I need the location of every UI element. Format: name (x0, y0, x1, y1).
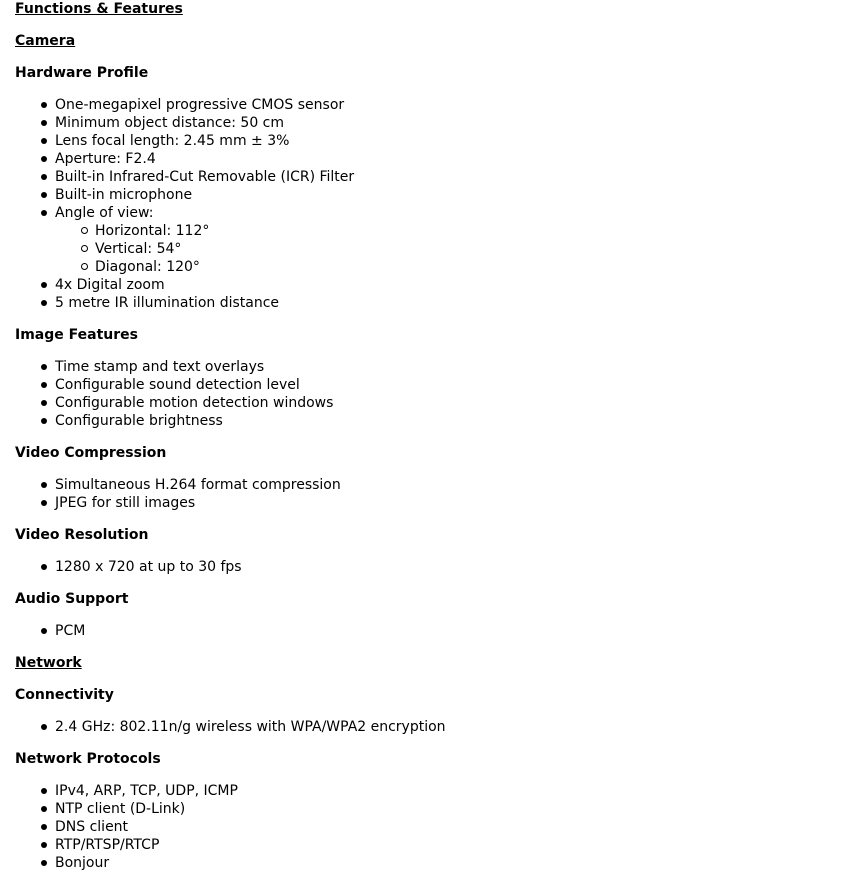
list-item: Built-in Infrared-Cut Removable (ICR) Filter (15, 168, 857, 186)
list-item: NTP client (D-Link) (15, 800, 857, 818)
hardware-profile-list (15, 96, 857, 312)
subheading-connectivity: Connectivity (15, 687, 114, 703)
image-features-list (15, 358, 857, 430)
list-item: JPEG for still images (15, 494, 857, 512)
list-item: Configurable sound detection level (15, 376, 857, 394)
subheading-video-compression: Video Compression (15, 445, 167, 461)
spacer (15, 50, 857, 64)
list-item: Aperture: F2.4 (15, 150, 857, 168)
spacer (15, 608, 857, 622)
section-heading-network: Network (15, 655, 82, 671)
spacer (15, 344, 857, 358)
spacer (15, 462, 857, 476)
spacer (15, 18, 857, 32)
spacer (15, 576, 857, 590)
spacer (15, 640, 857, 654)
document-body (15, 0, 857, 872)
list-item: 4x Digital zoom (15, 276, 857, 294)
list-item: Built-in microphone (15, 186, 857, 204)
subheading-hardware-profile: Hardware Profile (15, 65, 149, 81)
subheading-audio-support: Audio Support (15, 591, 129, 607)
list-item: Configurable brightness (15, 412, 857, 430)
network-protocols-list (15, 782, 857, 872)
list-item: Angle of view: (15, 204, 857, 222)
list-item: One-megapixel progressive CMOS sensor (15, 96, 857, 114)
list-item: Bonjour (15, 854, 857, 872)
spacer (15, 768, 857, 782)
list-item: Time stamp and text overlays (15, 358, 857, 376)
sub-list-item: Horizontal: 112° (15, 222, 857, 240)
spacer (15, 544, 857, 558)
subheading-network-protocols: Network Protocols (15, 751, 161, 767)
spacer (15, 704, 857, 718)
video-compression-list (15, 476, 857, 512)
list-item: 5 metre IR illumination distance (15, 294, 857, 312)
sub-list-item: Vertical: 54° (15, 240, 857, 258)
list-item: 1280 x 720 at up to 30 fps (15, 558, 857, 576)
video-resolution-list (15, 558, 857, 576)
list-item: Lens focal length: 2.45 mm ± 3% (15, 132, 857, 150)
list-item: IPv4, ARP, TCP, UDP, ICMP (15, 782, 857, 800)
spacer (15, 736, 857, 750)
list-item: 2.4 GHz: 802.11n/g wireless with WPA/WPA2 encryption (15, 718, 857, 736)
list-item: DNS client (15, 818, 857, 836)
list-item: Configurable motion detection windows (15, 394, 857, 412)
spacer (15, 512, 857, 526)
spacer (15, 430, 857, 444)
connectivity-list (15, 718, 857, 736)
list-item: PCM (15, 622, 857, 640)
spacer (15, 672, 857, 686)
list-item: Simultaneous H.264 format compression (15, 476, 857, 494)
sub-list-item: Diagonal: 120° (15, 258, 857, 276)
subheading-image-features: Image Features (15, 327, 138, 343)
list-item: Minimum object distance: 50 cm (15, 114, 857, 132)
spacer (15, 82, 857, 96)
list-item: RTP/RTSP/RTCP (15, 836, 857, 854)
section-heading-camera: Camera (15, 33, 76, 49)
page-title: Functions & Features (15, 1, 183, 17)
audio-support-list (15, 622, 857, 640)
subheading-video-resolution: Video Resolution (15, 527, 149, 543)
spacer (15, 312, 857, 326)
